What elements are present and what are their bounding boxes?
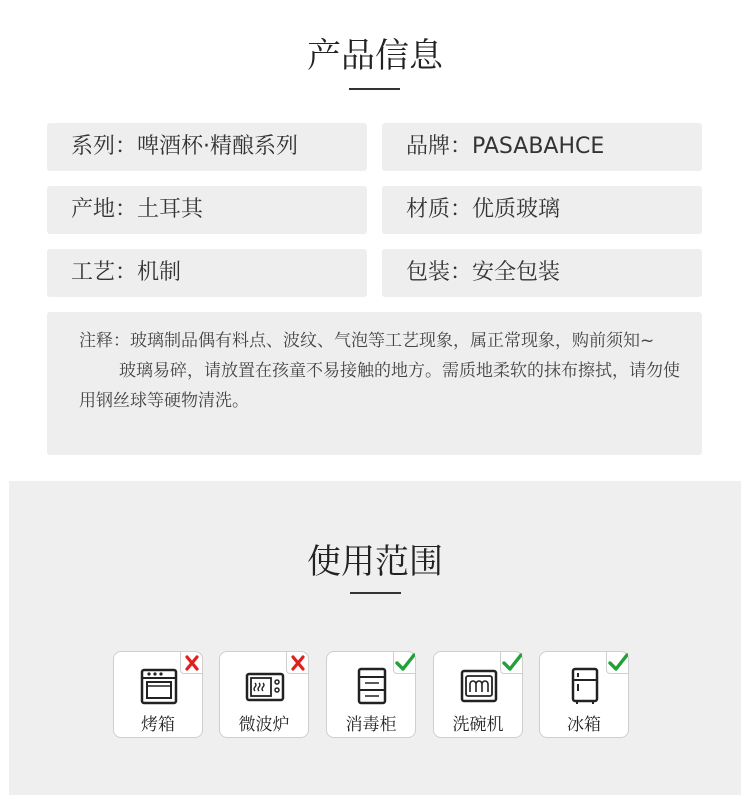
product-info-title: 产品信息 bbox=[307, 36, 443, 76]
cross-icon bbox=[182, 653, 202, 673]
usage-section bbox=[9, 481, 741, 795]
usage-item-sterilizer bbox=[326, 651, 416, 738]
cross-icon bbox=[288, 653, 308, 673]
sterilizer-icon bbox=[352, 666, 392, 706]
microwave-icon bbox=[242, 666, 288, 706]
title-underline bbox=[349, 88, 400, 90]
status-badge bbox=[393, 651, 416, 674]
note-line-2: 玻璃易碎，请放置在孩童不易接触的地方。需质地柔软的抹布擦拭，请勿使用钢丝球等硬物清洗。 bbox=[79, 361, 680, 411]
usage-item-dishwasher bbox=[433, 651, 523, 738]
usage-label: 烤箱 bbox=[141, 715, 175, 735]
status-badge bbox=[500, 651, 523, 674]
info-origin: 产地：土耳其 bbox=[47, 186, 367, 234]
status-badge bbox=[286, 651, 309, 674]
usage-label: 洗碗机 bbox=[452, 715, 504, 735]
info-series: 系列：啤酒杯·精酿系列 bbox=[47, 123, 367, 171]
care-note bbox=[47, 312, 702, 455]
usage-title: 使用范围 bbox=[307, 542, 443, 582]
usage-label: 冰箱 bbox=[567, 715, 601, 735]
usage-item-fridge bbox=[539, 651, 629, 738]
fridge-icon bbox=[565, 666, 605, 706]
note-line-1: 注释：玻璃制品偶有料点、波纹、气泡等工艺现象，属正常现象，购前须知~ bbox=[79, 331, 655, 351]
check-icon bbox=[395, 653, 415, 673]
info-packaging: 包装：安全包装 bbox=[382, 249, 702, 297]
usage-title-underline bbox=[350, 592, 401, 594]
usage-item-microwave bbox=[219, 651, 309, 738]
check-icon bbox=[502, 653, 522, 673]
dishwasher-icon bbox=[456, 666, 502, 706]
info-brand: 品牌：PASABAHCE bbox=[382, 123, 702, 171]
usage-label: 消毒柜 bbox=[345, 715, 397, 735]
info-process: 工艺：机制 bbox=[47, 249, 367, 297]
status-badge bbox=[606, 651, 629, 674]
status-badge bbox=[180, 651, 203, 674]
usage-item-oven bbox=[113, 651, 203, 738]
oven-icon bbox=[139, 666, 179, 706]
usage-label: 微波炉 bbox=[238, 715, 290, 735]
check-icon bbox=[608, 653, 628, 673]
info-material: 材质：优质玻璃 bbox=[382, 186, 702, 234]
